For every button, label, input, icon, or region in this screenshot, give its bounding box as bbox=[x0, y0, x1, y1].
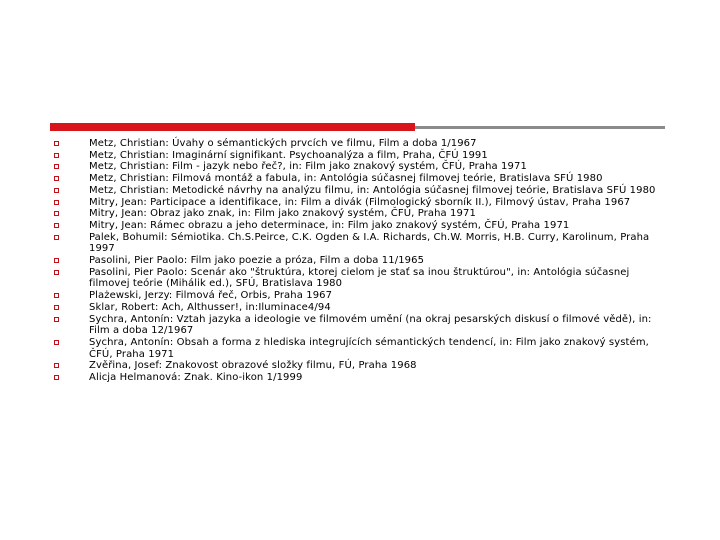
reference-text: Metz, Christian: Metodické návrhy na analýzu filmu, in: Antológia súčasnej filmovej teórie, Bratislava SFÚ 1980 bbox=[89, 184, 656, 196]
list-item bbox=[0, 302, 661, 314]
hollow-square-icon bbox=[54, 270, 59, 275]
hollow-square-icon bbox=[54, 211, 59, 216]
hollow-square-icon bbox=[54, 153, 59, 158]
reference-text: Metz, Christian: Film - jazyk nebo řeč?, in: Film jako znakový systém, ČFÚ, Praha 1971 bbox=[89, 161, 527, 173]
hollow-square-icon bbox=[54, 235, 59, 240]
list-item bbox=[0, 372, 661, 384]
reference-text: Sklar, Robert: Ach, Althusser!, in:Iluminace4/94 bbox=[89, 301, 331, 313]
reference-text: Palek, Bohumil: Sémiotika. Ch.S.Peirce, C.K. Ogden & I.A. Richards, Ch.W. Morris, H.B. Curry, Karolinum, Praha 1997 bbox=[89, 231, 650, 255]
list-item bbox=[0, 232, 661, 255]
list-item bbox=[0, 208, 661, 220]
hollow-square-icon bbox=[54, 317, 59, 322]
reference-text: Metz, Christian: Úvahy o sémantických prvcích ve filmu, Film a doba 1/1967 bbox=[89, 138, 477, 149]
hollow-square-icon bbox=[54, 164, 59, 169]
reference-text: Pasolini, Pier Paolo: Film jako poezie a próza, Film a doba 11/1965 bbox=[89, 255, 425, 267]
reference-text: Metz, Christian: Imaginární signifikant. Psychoanalýza a film, Praha, ČFÚ 1991 bbox=[89, 149, 488, 161]
list-item bbox=[0, 290, 661, 302]
reference-text: Sychra, Antonín: Obsah a forma z hlediska integrujících sémantických tendencí, in: Film jako znakový systém, ČFÚ, Praha 1971 bbox=[89, 336, 649, 360]
list-item bbox=[0, 337, 661, 360]
hollow-square-icon bbox=[54, 305, 59, 310]
hollow-square-icon bbox=[54, 258, 59, 263]
reference-text: Plażewski, Jerzy: Filmová řeč, Orbis, Praha 1967 bbox=[89, 290, 333, 302]
hollow-square-icon bbox=[54, 340, 59, 345]
list-item bbox=[0, 161, 661, 173]
accent-red-bar bbox=[50, 123, 415, 131]
hollow-square-icon bbox=[54, 375, 59, 380]
list-item bbox=[0, 185, 661, 197]
reference-text: Zvěřina, Josef: Znakovost obrazové složky filmu, FÚ, Praha 1968 bbox=[89, 360, 417, 372]
reference-text: Mitry, Jean: Participace a identifikace, in: Film a divák (Filmologický sborník II.), Filmový ústav, Praha 1967 bbox=[89, 196, 631, 208]
reference-text: Mitry, Jean: Rámec obrazu a jeho determinace, in: Film jako znakový systém, ČFÚ, Praha 1971 bbox=[89, 219, 570, 231]
list-item bbox=[0, 314, 661, 337]
hollow-square-icon bbox=[54, 176, 59, 181]
hollow-square-icon bbox=[54, 200, 59, 205]
reference-text: Alicja Helmanová: Znak. Kino-ikon 1/1999 bbox=[89, 372, 303, 384]
hollow-square-icon bbox=[54, 293, 59, 298]
reference-list bbox=[0, 138, 720, 384]
list-item bbox=[0, 138, 661, 150]
accent-gray-rule bbox=[415, 126, 665, 129]
list-item bbox=[0, 150, 661, 162]
list-item bbox=[0, 220, 661, 232]
list-item bbox=[0, 267, 661, 290]
list-item bbox=[0, 255, 661, 267]
reference-text: Metz, Christian: Filmová montáž a fabula, in: Antológia súčasnej filmovej teórie, Bratislava SFÚ 1980 bbox=[89, 173, 603, 185]
hollow-square-icon bbox=[54, 363, 59, 368]
reference-text: Mitry, Jean: Obraz jako znak, in: Film jako znakový systém, ČFÚ, Praha 1971 bbox=[89, 208, 476, 220]
reference-text: Sychra, Antonín: Vztah jazyka a ideologie ve filmovém umění (na okraj pesarských diskusí o filmové vědě), in: Film a doba 12/1967 bbox=[89, 313, 652, 337]
list-item bbox=[0, 197, 661, 209]
reference-text: Pasolini, Pier Paolo: Scenár ako "štruktúra, ktorej cielom je stať sa inou štruktúrou", in: Antológia súčasnej filmovej teórie (Mihálik ed.), SFÚ, Bratislava 1980 bbox=[89, 266, 630, 290]
hollow-square-icon bbox=[54, 188, 59, 193]
list-item bbox=[0, 173, 661, 185]
hollow-square-icon bbox=[54, 223, 59, 228]
list-item bbox=[0, 360, 661, 372]
hollow-square-icon bbox=[54, 141, 59, 146]
